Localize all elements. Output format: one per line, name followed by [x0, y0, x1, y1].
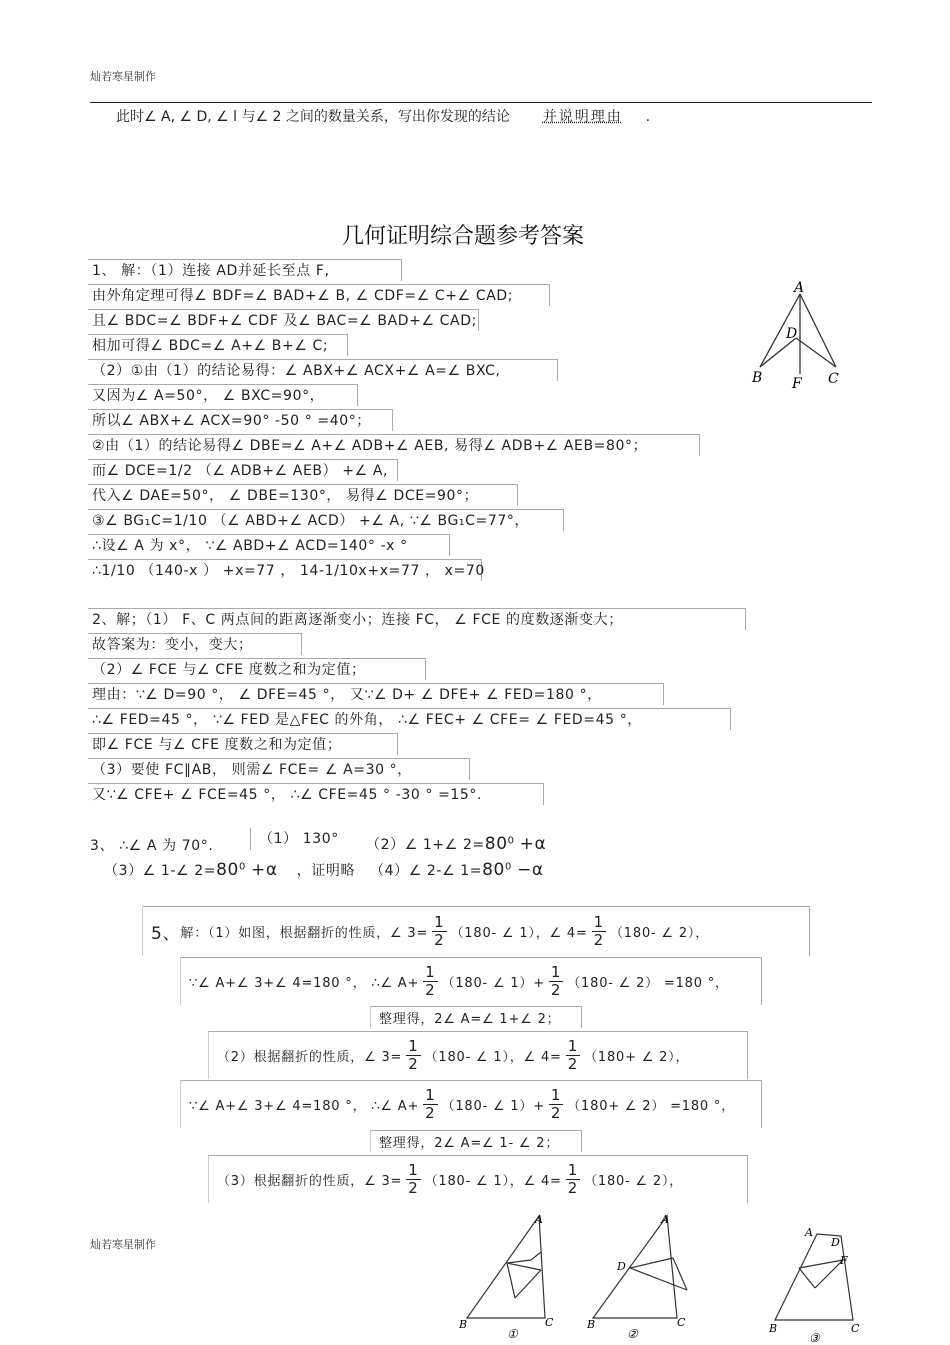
q2-line-1: 2、解；（1） F、C 两点间的距离逐渐变小；连接 FC， ∠ FCE 的度数逐渐变大； — [88, 608, 746, 630]
frac-num: 1 — [550, 963, 562, 981]
q3-part-2-value: 80 — [484, 834, 508, 854]
q5-line-5 — [180, 1080, 762, 1128]
frac-den: 2 — [550, 981, 562, 999]
fraction-half — [423, 964, 437, 999]
q1-line-4: 相加可得∠ BDC=∠ A+∠ B+∠ C; — [88, 334, 348, 356]
q3-part-3-degree: 0 — [238, 861, 246, 873]
frac-den: 2 — [567, 1179, 579, 1197]
q1-line-1: 1、 解：（1）连接 AD并延长至点 F, — [88, 259, 402, 281]
q5-l1-b: （180- ∠ 1），∠ 4= — [450, 926, 588, 941]
q3-part-4-degree: 0 — [504, 861, 512, 873]
fig2-label-a: A — [661, 1213, 669, 1226]
frac-num: 1 — [408, 1037, 419, 1055]
header-rule — [90, 102, 872, 103]
figure-2 — [593, 1216, 687, 1318]
q5-line-1 — [142, 906, 810, 956]
q5-l2-b: （180- ∠ 1）+ — [441, 976, 545, 991]
label-d: D — [786, 326, 798, 342]
fraction-half — [566, 1162, 580, 1197]
frac-num: 1 — [425, 963, 436, 981]
fraction-half — [406, 1038, 420, 1073]
q3-part-3-alpha: +α — [250, 860, 278, 880]
q5-l4-a: （2）根据翻折的性质，∠ 3= — [217, 1050, 403, 1065]
frac-den: 2 — [408, 1055, 419, 1073]
fig1-label-a: A — [535, 1213, 543, 1226]
q2-line-5: ∴∠ FED=45 °， ∵∠ FED 是△FEC 的外角， ∴∠ FEC+ ∠ CFE= ∠ FED=45 °， — [88, 708, 731, 730]
label-c: C — [828, 371, 839, 387]
frac-num: 1 — [408, 1161, 419, 1179]
frac-den: 2 — [434, 931, 445, 949]
q1-line-5: （2）①由（1）的结论易得：∠ ABX+∠ ACX+∠ A=∠ BXC, — [88, 359, 558, 381]
q5-l5-c: （180+ ∠ 2） =180 °， — [567, 1099, 736, 1114]
frac-num: 1 — [567, 1037, 579, 1055]
fig3-label-a: A — [805, 1226, 813, 1239]
frac-den: 2 — [425, 1104, 436, 1122]
frac-den: 2 — [567, 1055, 579, 1073]
frac-den: 2 — [408, 1179, 419, 1197]
triangle-figure-q1 — [748, 280, 848, 392]
q5-line-4 — [208, 1031, 748, 1079]
fig2-label-b: B — [587, 1318, 596, 1331]
label-b: B — [752, 370, 763, 386]
q3-part-2-label: （2）∠ 1+∠ 2= — [366, 837, 485, 853]
fraction-half — [406, 1162, 420, 1197]
q3-part-2-alpha: +α — [519, 834, 547, 854]
q5-line-3: 整理得，2∠ A=∠ 1+∠ 2； — [370, 1006, 582, 1028]
q5-l2-c: （180- ∠ 2） =180 °， — [567, 976, 729, 991]
q1-line-9: 而∠ DCE=1/2 （∠ ADB+∠ AEB） +∠ A, — [88, 459, 398, 481]
fig3-label-d: D — [831, 1236, 840, 1249]
frac-num: 1 — [593, 913, 604, 931]
fig1-label-b: B — [459, 1318, 468, 1331]
q5-l1-a: 解：（1）如图，根据翻折的性质，∠ 3= — [180, 926, 429, 941]
q5-line-7 — [208, 1155, 748, 1203]
q3-part-3-proof-note: ，证明略 — [296, 863, 356, 879]
q3-part-2 — [366, 834, 546, 854]
fraction-half — [423, 1087, 437, 1122]
q5-l4-b: （180- ∠ 1），∠ 4= — [424, 1050, 562, 1065]
frac-den: 2 — [593, 931, 604, 949]
label-a: A — [794, 280, 805, 296]
q5-number: 5、 — [151, 924, 181, 944]
q3-part-4-alpha: −α — [516, 860, 544, 880]
q2-line-3: （2）∠ FCE 与∠ CFE 度数之和为定值； — [88, 658, 426, 680]
q3-part-3-value: 80 — [216, 860, 239, 880]
q1-line-12: ∴设∠ A 为 x°， ∵∠ ABD+∠ ACD=140° -x ° — [88, 534, 450, 556]
q5-l7-b: （180- ∠ 1），∠ 4= — [424, 1174, 562, 1189]
intro-end: . — [645, 109, 651, 125]
q2-line-6: 即∠ FCE 与∠ CFE 度数之和为定值； — [88, 733, 398, 755]
q2-line-2: 故答案为：变小，变大； — [88, 633, 302, 655]
q1-line-7: 所以∠ ABX+∠ ACX=90° -50 ° =40°； — [88, 409, 393, 431]
q1-line-8: ②由（1）的结论易得∠ DBE=∠ A+∠ ADB+∠ AEB, 易得∠ ADB+∠ AEB=80°； — [88, 434, 700, 456]
fig1-caption: ① — [507, 1327, 518, 1341]
frac-num: 1 — [550, 1086, 562, 1104]
fig2-label-d: D — [617, 1260, 626, 1273]
q1-line-13: ∴1/10 （140-x ） +x=77 ， 14-1/10x+x=77 ， x=70 — [88, 559, 482, 581]
frac-den: 2 — [550, 1104, 562, 1122]
q2-line-8: 又∵∠ CFE+ ∠ FCE=45 °， ∴∠ CFE=45 ° -30 ° =15°. — [88, 783, 544, 805]
q5-line-6: 整理得，2∠ A=∠ 1- ∠ 2； — [370, 1130, 582, 1152]
fig3-label-b: B — [769, 1322, 778, 1335]
fraction-half — [549, 1087, 563, 1122]
q1-line-2: 由外角定理可得∠ BDF=∠ BAD+∠ B, ∠ CDF=∠ C+∠ CAD; — [88, 284, 550, 306]
q3-part-3 — [104, 860, 355, 880]
frac-den: 2 — [425, 981, 436, 999]
fraction-half — [432, 914, 446, 949]
fraction-half — [549, 964, 563, 999]
q5-l4-c: （180+ ∠ 2）， — [584, 1050, 690, 1065]
frac-num: 1 — [434, 913, 445, 931]
page-title: 几何证明综合题参考答案 — [342, 224, 585, 249]
q3-part-4 — [370, 860, 544, 880]
q1-line-11: ③∠ BG₁C=1/10 （∠ ABD+∠ ACD） +∠ A, ∵∠ BG₁C=77°， — [88, 509, 564, 531]
fig3-label-c: C — [851, 1322, 860, 1335]
q5-l7-c: （180- ∠ 2）， — [584, 1174, 684, 1189]
frac-num: 1 — [567, 1161, 579, 1179]
page-footer: 灿若寒星制作 — [90, 1238, 156, 1251]
fig3-caption: ③ — [809, 1331, 820, 1343]
q5-l7-a: （3）根据翻折的性质，∠ 3= — [217, 1174, 403, 1189]
q3-part-2-degree: 0 — [507, 835, 515, 847]
fig2-label-c: C — [677, 1316, 686, 1329]
q1-line-3: 且∠ BDC=∠ BDF+∠ CDF 及∠ BAC=∠ BAD+∠ CAD; — [88, 309, 479, 331]
intro-text — [116, 106, 650, 126]
figure-3 — [775, 1234, 853, 1320]
q3-part-4-value: 80 — [482, 860, 505, 880]
folding-figures — [455, 1208, 875, 1343]
fraction-half — [566, 1038, 580, 1073]
fig1-label-c: C — [545, 1316, 554, 1329]
page-header: 灿若寒星制作 — [90, 70, 156, 83]
q5-l5-a: ∵∠ A+∠ 3+∠ 4=180 °， ∴∠ A+ — [189, 1099, 420, 1114]
label-f: F — [792, 376, 802, 392]
fraction-half — [592, 914, 606, 949]
intro-main: 此时∠ A, ∠ D, ∠ l 与∠ 2 之间的数量关系，写出你发现的结论 — [116, 109, 510, 125]
q1-line-6: 又因为∠ A=50°， ∠ BXC=90°， — [88, 384, 358, 406]
q5-l1-c: （180- ∠ 2）， — [610, 926, 709, 941]
q3-part-3-label: （3）∠ 1-∠ 2= — [104, 863, 217, 879]
fig3-label-f: F — [840, 1254, 848, 1267]
q5-l2-a: ∵∠ A+∠ 3+∠ 4=180 °， ∴∠ A+ — [189, 976, 420, 991]
q3-answer-intro: 3、 ∴∠ A 为 70°. — [90, 838, 214, 854]
frac-num: 1 — [425, 1086, 436, 1104]
q3-part-4-label: （4）∠ 2-∠ 1= — [370, 863, 483, 879]
figure-1 — [467, 1216, 545, 1318]
q2-line-4: 理由：∵∠ D=90 °， ∠ DFE=45 °， 又∵∠ D+ ∠ DFE+ ∠ FED=180 °， — [88, 683, 664, 705]
intro-emphasis: 并说明理由 — [542, 109, 623, 125]
q1-line-10: 代入∠ DAE=50°， ∠ DBE=130°， 易得∠ DCE=90°； — [88, 484, 518, 506]
q2-line-7: （3）要使 FC∥AB， 则需∠ FCE= ∠ A=30 °， — [88, 758, 470, 780]
fig2-caption: ② — [627, 1327, 638, 1341]
q5-l5-b: （180- ∠ 1）+ — [441, 1099, 545, 1114]
q3-part-1: （1） 130° — [250, 828, 339, 850]
q5-line-2 — [180, 957, 762, 1005]
